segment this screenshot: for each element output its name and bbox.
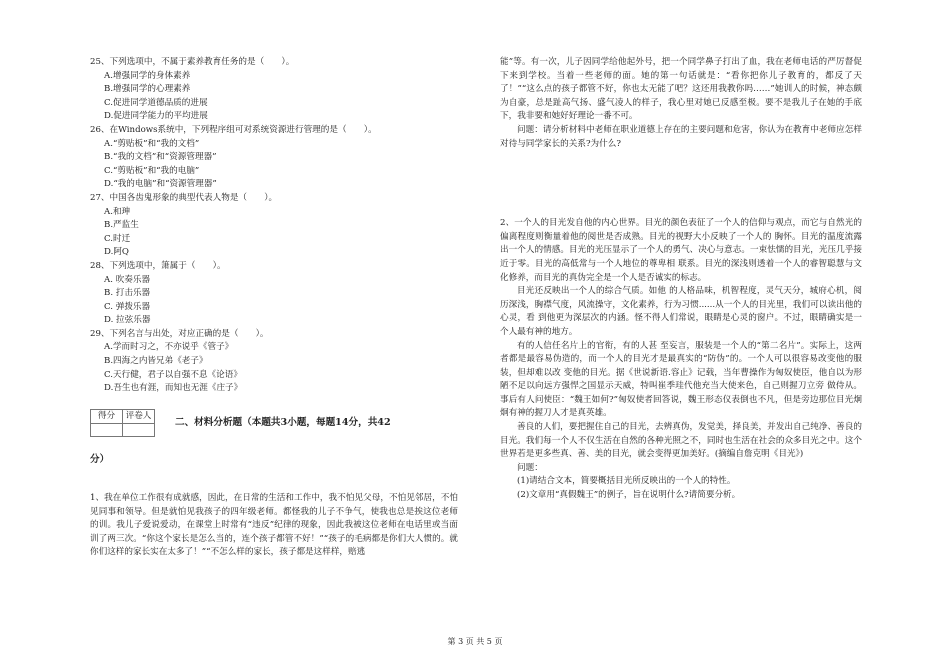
question-28-option-a: A. 吹奏乐器 (104, 274, 151, 285)
question-28-option-c: C. 弹拨乐器 (104, 301, 151, 312)
question-26-option-c: C.“剪贴板”和“我的电脑” (104, 165, 200, 176)
right-column (500, 56, 862, 503)
question-27-option-d: D.阿Q (104, 247, 129, 258)
section-title-tail: 分） (90, 454, 110, 466)
question-29-option-c: C.天行健，君子以自强不息《论语》 (104, 369, 242, 380)
material-2-paragraph-1: 2、一个人的目光发自他的内心世界。目光的颜色表征了一个人的信仰与观点，而它与自然光的偏离程度则衡量着他的阅世是否成熟。目光的视野大小反映了一个人的 胸怀。目光的温度流露出一个人的情感。目光的光压显示了一个人的勇气、决心与意志。一束怯懦的目光，光压几乎接近于零。目光的高低常与一个人地位的尊卑相 联系。目光的深浅则透着一个人的睿智聪慧与文化修养，而目光的真伪完全是一个人是否诚实的标志。 (500, 218, 862, 283)
question-27-option-b: B.严监生 (104, 220, 139, 231)
score-label: 得分 (91, 409, 123, 424)
question-27-stem: 27、中国各齿鬼形象的典型代表人物是（ ）。 (90, 192, 278, 203)
material-2-question-label: 问题： (517, 462, 543, 473)
material-2-paragraph-2: 目光还反映出一个人的综合气质。如他 的人格品味，机智程度，灵气天分，城府心机，阅历深浅，胸襟气度，风流操守，文化素养，行为习惯......从一个人的目光里，我们可以读出他的心灵，看 到他更为深层次的内涵。怪不得人们常说，眼睛是心灵的窗户。不过，眼睛确实是一个人最有神的地方。 (500, 286, 862, 337)
question-25-option-b: B.增强同学的心理素养 (104, 84, 191, 95)
grader-cell (123, 424, 155, 437)
question-29-option-a: A.学而时习之，不亦说乎《管子》 (104, 342, 234, 353)
material-2-question-2: (2)文章用“真假魏王”的例子，旨在说明什么?请简要分析。 (517, 490, 741, 501)
section-title: 二、材料分析题（本题共3小题，每题14分，共42 (175, 417, 391, 429)
question-26-option-b: B.“我的文档”和“资源管理器” (104, 152, 217, 163)
question-26-option-a: A.“剪贴板”和“我的文档” (104, 138, 200, 149)
material-1-question: 问题：请分析材料中老师在职业道德上存在的主要问题和危害，你认为在教育中老师应怎样对待与同学家长的关系?为什么? (500, 124, 862, 149)
question-25-option-d: D.促进同学能力的平均进展 (104, 111, 208, 122)
grader-label: 评卷人 (123, 409, 155, 424)
question-27-option-a: A.和珅 (104, 206, 131, 217)
question-29-stem: 29、下列名言与出处，对应正确的是（ ）。 (90, 328, 269, 339)
material-1-paragraph: 1、我在单位工作很有成就感，因此，在日常的生活和工作中，我不怕见父母，不怕见邻居，不怕见同事和领导。但是就怕见我孩子的四年级老师。都怪我的儿子不争气，使我也总是挨这位老师的训。我儿子爱说爱动，在课堂上时常有“违反”纪律的现象，因此我被这位老师在电话里或当面训了两三次。“你这个家长是怎么当的，连个孩子都管不好！”“孩子的毛病都是你们大人惯的。就你们这样的家长实在太多了！”“不怎么样的家长，孩子都是这样样，赔逃 (90, 493, 458, 558)
material-2-paragraph-4: 善良的人们，要把握住自己的目光，去辨真伪，发觉美，择良美，并发出自己纯净、善良的目光。我们每一个人不仅生活在自然的各种光照之不，同时也生活在社会的众多目光之中。这个世界若是更多些真、善、美的目光，就会变得更加美好。(摘编自詹克明《目光》) (500, 422, 862, 460)
material-1-continued: 能”等。有一次，儿子因同学给他起外号，把一个同学鼻子打出了血，我在老师电话的严厉督促下来到学校。当着一些老师的面。她的第一句话就是：“看你把你儿子教育的，都反了天了！”“这么点的孩子都管不好，你也太无能了吧？这还用我教你吗……”她训人的时候，神态颇为自豪，总是趾高气扬、盛气凌人的样子，我心里对她已反感至极。要不是我儿子在她的手底下，我非要和她好好理论一番不可。 (500, 57, 862, 122)
question-25-stem: 25、下列选项中，不属于素养教育任务的是（ ）。 (90, 57, 295, 67)
question-28-option-b: B. 打击乐器 (104, 288, 151, 299)
material-2-question-1: (1)请结合文本，简要概括目光所反映出的一个人的特性。 (517, 476, 736, 487)
question-25-option-a: A.增强同学的身体素养 (104, 70, 191, 81)
question-28-stem: 28、下列选项中，箫属于（ ）。 (90, 260, 226, 271)
question-29-option-d: D.吾生也有涯，而知也无涯《庄子》 (104, 383, 243, 394)
question-26-option-d: D.“我的电脑”和“资源管理器” (104, 179, 217, 190)
material-2-paragraph-3: 有的人信任名片上的官衔，有的人甚 至妄言，服装是一个人的“第二名片”。实际上，这两者都是最容易伪造的，而一个人的目光才是最真实的“防伪”的。一个人可以很容易改变他的服装，但却难以改 变他的目光。据《世说新语.容止》记载，当年曹操作为匈奴使臣，他自以为形陋不足以向远方强悍之国显示天威，特叫崔季珪代他充当大使来色，自己则握刀立旁 做侍从。事后有人问使臣：“魏王如何?”匈奴使者回答说，魏王形态仪表倒也不凡，但是旁边那位目光炯炯有神的握刀人才是真英雄。 (500, 340, 862, 419)
question-29-option-b: B.四海之内皆兄弟《老子》 (104, 356, 208, 367)
page-number: 第 3 页 共 5 页 (447, 637, 503, 646)
score-cell (91, 424, 123, 437)
question-25-option-c: C.促进同学道德品质的进展 (104, 97, 208, 108)
question-26-stem: 26、在Windows系统中，下列程序组可对系统资源进行管理的是（ ）。 (90, 124, 377, 135)
question-28-option-d: D. 拉弦乐器 (104, 315, 151, 326)
section-header-row (90, 409, 458, 438)
question-27-option-c: C.时迁 (104, 233, 131, 244)
score-box (90, 409, 155, 438)
left-column (90, 56, 458, 560)
